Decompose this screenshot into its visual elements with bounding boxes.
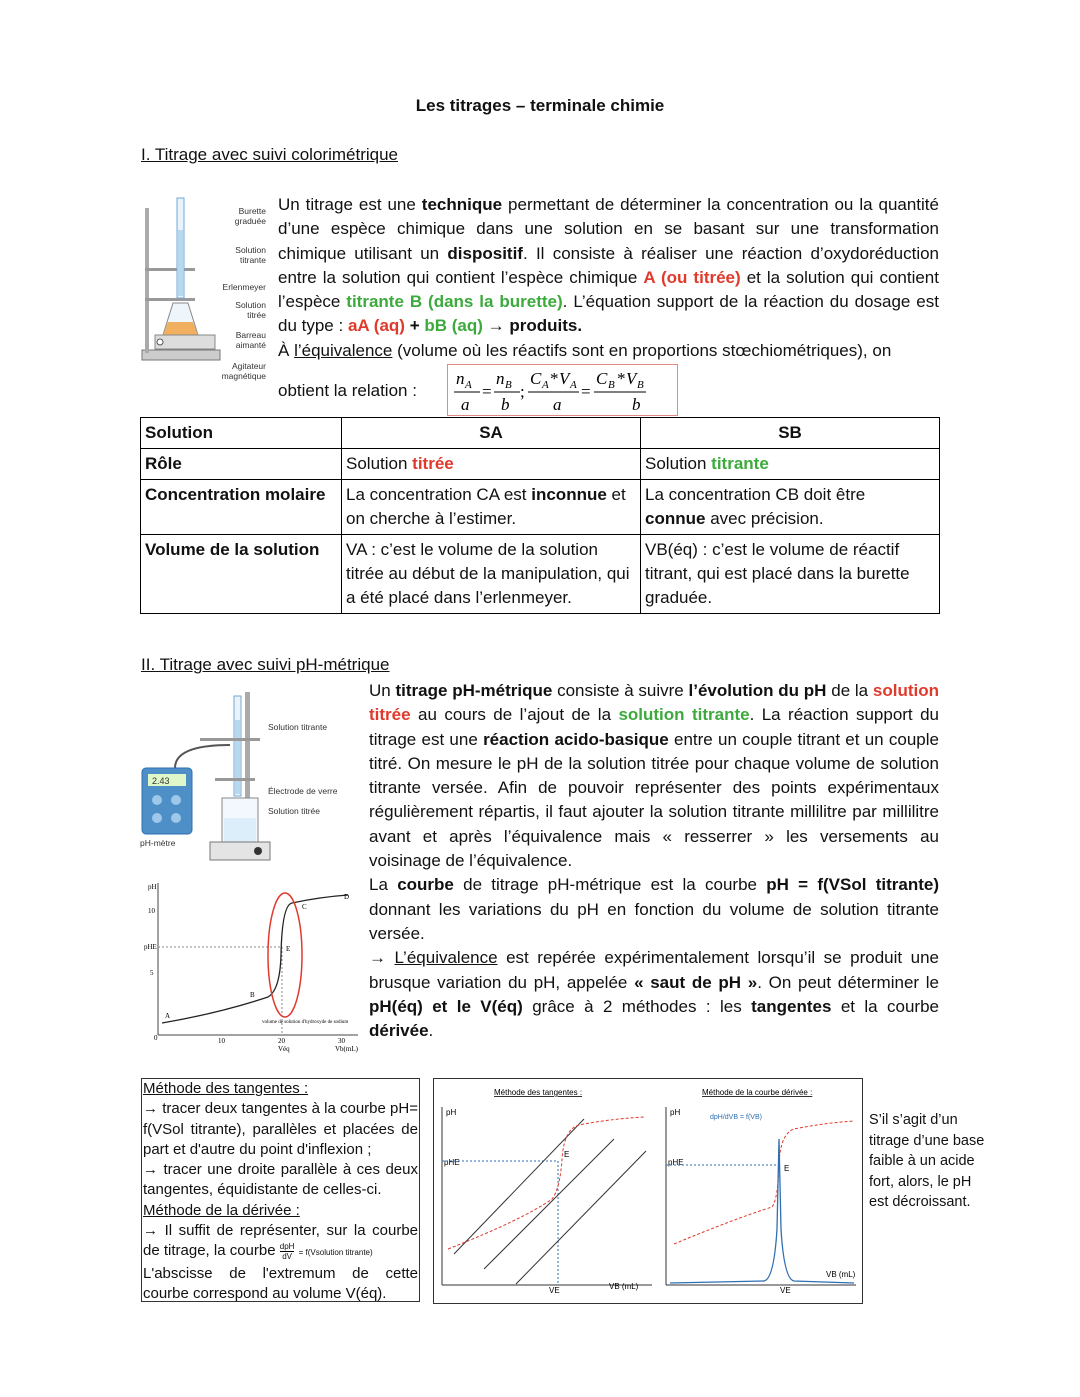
svg-text:B: B xyxy=(505,379,512,391)
tangent-method-title: Méthode des tangentes : xyxy=(143,1080,309,1097)
svg-text:Méthode des tangentes :: Méthode des tangentes : xyxy=(494,1088,583,1097)
row-role-sa: Solution titrée xyxy=(342,449,641,480)
label-ph-solution-titree: Solution titrée xyxy=(268,806,320,816)
svg-text:pHE: pHE xyxy=(444,1158,460,1167)
tangent-step-1: → tracer deux tangentes à la courbe pH= f(VSol titrante), parallèles et placées de part et d'autre du point d'inflexion ; xyxy=(143,1100,418,1158)
row-conc-label: Concentration molaire xyxy=(141,480,342,535)
svg-text:VB (mL): VB (mL) xyxy=(609,1282,639,1291)
svg-text:*: * xyxy=(550,369,559,388)
titration-curve-figure xyxy=(140,875,365,1055)
svg-text:pHE: pHE xyxy=(144,943,157,951)
table-row xyxy=(141,449,940,480)
label-electrode: Électrode de verre xyxy=(268,786,338,796)
svg-text:VE: VE xyxy=(780,1286,791,1295)
section1-heading: I. Titrage avec suivi colorimétrique xyxy=(141,145,398,164)
table-row xyxy=(141,418,940,449)
table-row xyxy=(141,480,940,535)
svg-text:*: * xyxy=(617,369,626,388)
row-role-sb: Solution titrante xyxy=(641,449,940,480)
svg-text:n: n xyxy=(456,369,465,388)
methods-box xyxy=(141,1078,420,1302)
svg-text:a: a xyxy=(553,395,562,414)
label-solution-titrante: Solution titrante xyxy=(235,245,266,265)
svg-text:C: C xyxy=(530,369,542,388)
svg-text:volume de solution d'hydroxyde: volume de solution d'hydroxyde de sodium xyxy=(262,1020,349,1025)
svg-text:B: B xyxy=(637,379,644,391)
label-ph-metre: pH-mètre xyxy=(140,838,176,848)
svg-text:C: C xyxy=(302,903,307,911)
tangent-step-2: → tracer une droite parallèle à ces deux tangentes, équidistante de celles-ci. xyxy=(143,1161,418,1199)
table-row xyxy=(141,535,940,614)
svg-text:pH: pH xyxy=(446,1108,457,1117)
svg-text:n: n xyxy=(496,369,505,388)
svg-text:A: A xyxy=(570,379,577,391)
svg-text:A: A xyxy=(465,379,472,391)
svg-text:10: 10 xyxy=(148,907,155,915)
svg-text:Véq: Véq xyxy=(278,1045,290,1053)
svg-text:b: b xyxy=(632,395,641,414)
equivalence-formula-svg xyxy=(448,365,677,415)
svg-text:E: E xyxy=(286,945,291,953)
label-erlenmeyer: Erlenmeyer xyxy=(222,282,266,292)
page-title: Les titrages – terminale chimie xyxy=(415,96,665,115)
side-note: S’il s’agit d’un titrage d’une base faible à un acide fort, alors, le pH est décroissant. xyxy=(869,1112,985,1210)
methods-graphs-box xyxy=(433,1078,863,1304)
methods-graphs-svg xyxy=(434,1079,862,1303)
svg-text:5: 5 xyxy=(150,969,154,977)
label-burette: Burette graduée xyxy=(234,206,266,226)
header-sb: SB xyxy=(641,418,940,449)
svg-text:V: V xyxy=(626,369,637,388)
svg-text:pH: pH xyxy=(670,1108,681,1117)
relation-label: obtient la relation : xyxy=(278,381,417,400)
svg-text:A: A xyxy=(165,1012,171,1020)
svg-text:C: C xyxy=(596,369,608,388)
svg-text:;: ; xyxy=(520,382,525,401)
solutions-table xyxy=(140,417,940,614)
label-solution-titree: Solution titrée xyxy=(235,300,266,320)
svg-text:B: B xyxy=(608,379,615,391)
svg-text:Méthode de la courbe dérivée :: Méthode de la courbe dérivée : xyxy=(702,1088,813,1097)
row-conc-sb: La concentration CB doit être connue avec précision. xyxy=(641,480,940,535)
row-vol-sa: VA : c’est le volume de la solution titrée au début de la manipulation, qui a été placé dans l’erlenmeyer. xyxy=(342,535,641,614)
header-solution: Solution xyxy=(141,418,342,449)
row-role-label: Rôle xyxy=(141,449,342,480)
row-vol-label: Volume de la solution xyxy=(141,535,342,614)
svg-text:Vb(mL): Vb(mL) xyxy=(335,1045,358,1053)
equivalence-formula xyxy=(447,364,678,416)
section2-paragraph: Un titrage pH-métrique consiste à suivre l’évolution du pH de la solution titrée au cours de l’ajout de la solution titrante. La réaction support du titrage est une réaction acido-basique entre un couple titrant et un couple titré. On mesure le pH de la solution titrée pour chaque volume de solution titrante versée. Afin de pouvoir représenter des points expérimentaux régulièrement répartis, il faut ajouter la solution titrante millilitre par millilitre avant et après l’équivalence mais « resserrer » les versements au voisinage de l’équivalence. La courbe de titrage pH-métrique est la courbe pH = f(VSol titrante) donnant les variations du pH en fonction du volume de solution titrante versée. → L’équivalence est repérée expérimentalement lorsqu’il se produit une brusque variation du pH, appelée « saut de pH ». On peut déterminer le pH(éq) et le V(éq) grâce à 2 méthodes : les tangentes et la courbe dérivée. xyxy=(369,681,940,1041)
svg-text:20: 20 xyxy=(278,1037,285,1045)
svg-text:b: b xyxy=(501,395,510,414)
svg-text:pH: pH xyxy=(148,883,157,891)
titration-curve-svg xyxy=(140,875,365,1055)
svg-text:V: V xyxy=(559,369,570,388)
label-agitateur: Agitateur magnétique xyxy=(221,361,266,381)
svg-text:=: = xyxy=(581,382,591,401)
header-sa: SA xyxy=(342,418,641,449)
derivative-step-1: → Il suffit de représenter, sur la courbe de titrage, la courbe dpH dV = f(Vsolution titrante) xyxy=(143,1222,418,1261)
svg-text:2.43: 2.43 xyxy=(152,776,170,786)
svg-text:0: 0 xyxy=(154,1034,158,1042)
label-ph-solution-titrante: Solution titrante xyxy=(268,722,328,732)
svg-text:a: a xyxy=(461,395,470,414)
section1-paragraph: Un titrage est une technique permettant de déterminer la concentration ou la quantité d’une espèce chimique dans une solution en se basant sur une transformation chimique utilisant un dispositif. Il consiste à réaliser une réaction d’oxydoréduction entre la solution qui contient l’espèce chimique A (ou titrée) et la solution qui contient l’espèce titrante B (dans la burette). L’équation support de la réaction du dosage est du type : aA (aq) + bB (aq) → produits. À l’équivalence (volume où les réactifs sont en proportions stœchiométriques), on xyxy=(278,195,940,360)
svg-text:B: B xyxy=(250,991,255,999)
section2-heading: II. Titrage avec suivi pH-métrique xyxy=(141,655,390,674)
svg-text:A: A xyxy=(542,379,549,391)
svg-text:30: 30 xyxy=(338,1037,345,1045)
svg-text:VE: VE xyxy=(549,1286,560,1295)
row-vol-sb: VB(éq) : c’est le volume de réactif titrant, qui est placé dans la burette graduée. xyxy=(641,535,940,614)
svg-text:D: D xyxy=(344,893,350,901)
derivative-method-title: Méthode de la dérivée : xyxy=(143,1201,300,1219)
svg-text:E: E xyxy=(784,1164,790,1173)
svg-text:E: E xyxy=(564,1150,570,1159)
svg-text:VB (mL): VB (mL) xyxy=(826,1270,856,1279)
svg-text:=: = xyxy=(482,382,492,401)
svg-text:pHE: pHE xyxy=(668,1158,684,1167)
row-conc-sa: La concentration CA est inconnue et on cherche à l’estimer. xyxy=(342,480,641,535)
svg-text:10: 10 xyxy=(218,1037,225,1045)
label-barreau: Barreau aimanté xyxy=(235,330,266,350)
svg-text:dpH/dVB = f(VB): dpH/dVB = f(VB) xyxy=(710,1114,762,1121)
derivative-step-2: L'abscisse de l'extremum de cette courbe correspond au volume V(éq). xyxy=(143,1264,418,1302)
